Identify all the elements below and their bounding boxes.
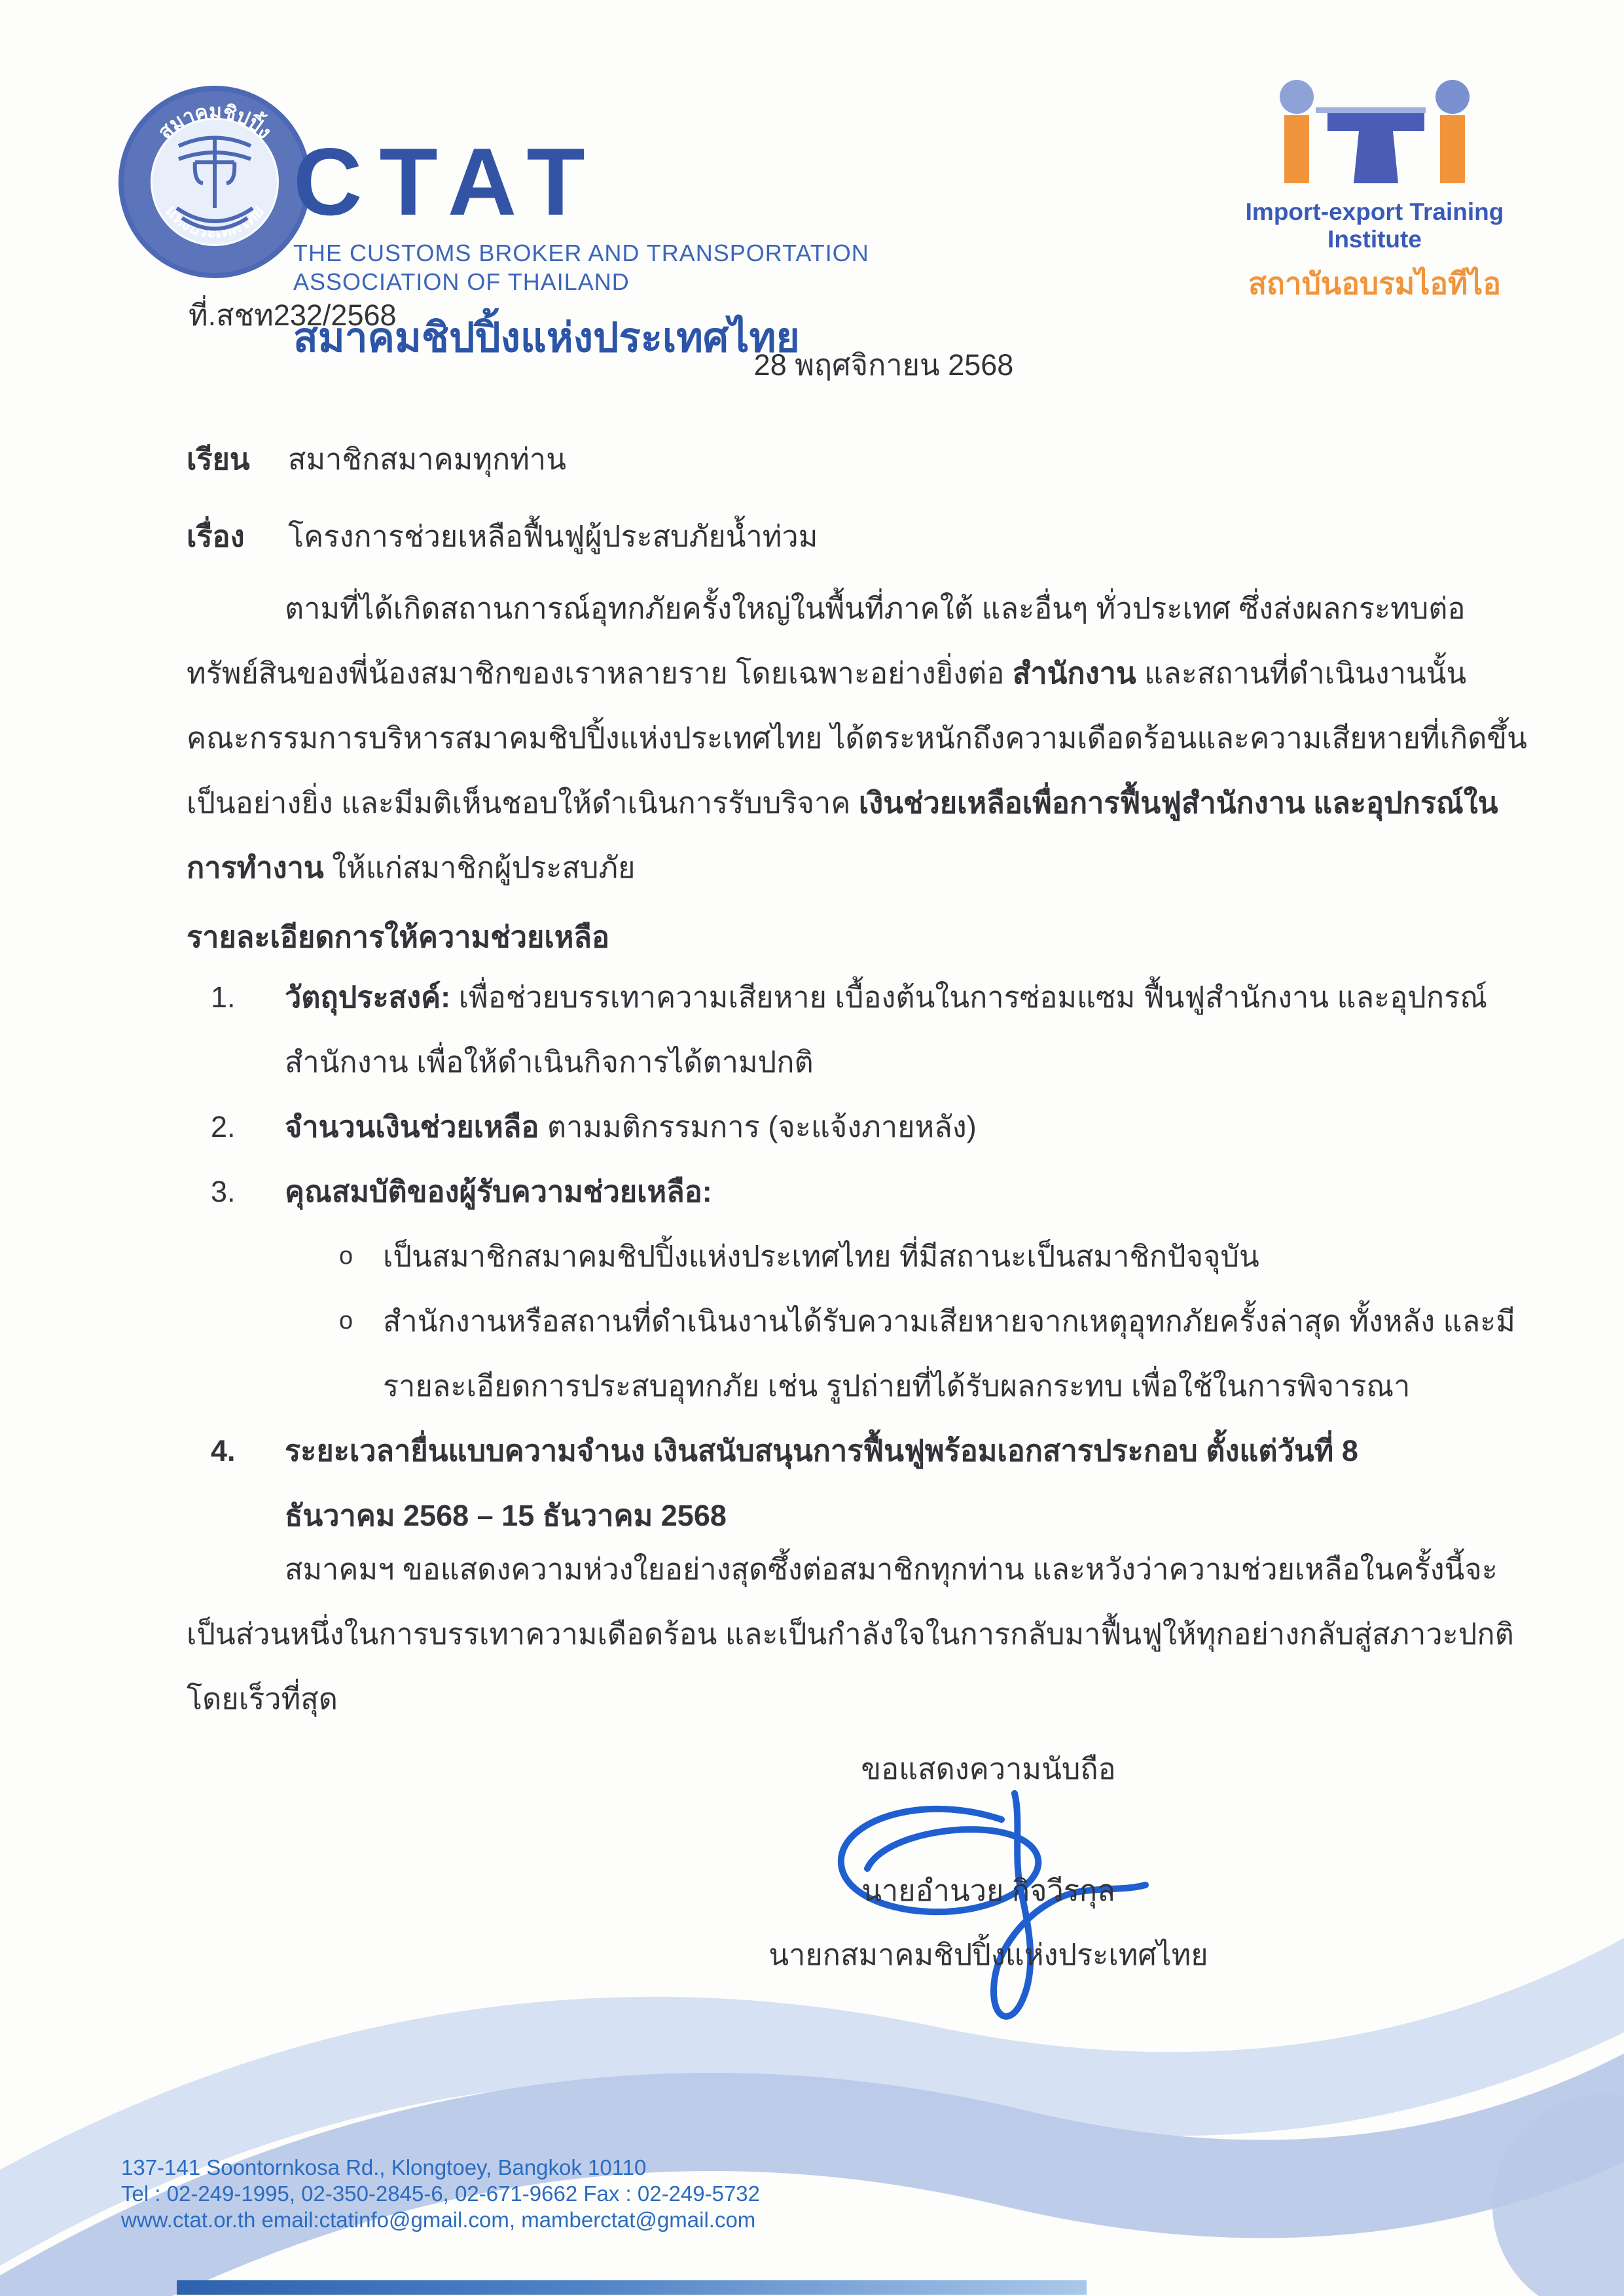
item-3-bullet-2-line2: รายละเอียดการประสบอุทกภัย เช่น รูปถ่ายที่ได้รับผลกระทบ เพื่อใช้ในการพิจารณา — [383, 1369, 1411, 1403]
ctat-thai-name: สมาคมชิปปิ้งแห่งประเทศไทย — [293, 315, 800, 361]
closing-line2: เป็นส่วนหนึ่งในการบรรเทาความเดือดร้อน และเป็นกำลังใจในการกลับมาฟื้นฟูให้ทุกอย่างกลับสู่สภาวะปกติ — [187, 1617, 1514, 1651]
seal-bottom-text: แห่งประเทศไทย — [161, 201, 268, 242]
to-line — [187, 427, 566, 492]
signatory-title: นายกสมาคมชิปปิ้งแห่งประเทศไทย — [768, 1938, 1208, 1971]
footer-address: 137-141 Soontornkosa Rd., Klongtoey, Bangkok 10110 — [121, 2155, 647, 2179]
iti-thai-name: สถาบันอบรมไอทีไอ — [1248, 266, 1502, 300]
bullet-marker: o — [339, 1307, 353, 1335]
closing-line3: โดยเร็วที่สุด — [187, 1682, 338, 1715]
details-list — [187, 965, 1515, 1548]
to-label: เรียน — [187, 442, 250, 476]
ctat-eng-line1: THE CUSTOMS BROKER AND TRANSPORTATION — [293, 240, 869, 266]
ctat-eng-line2: ASSOCIATION OF THAILAND — [293, 268, 630, 295]
to-value: สมาชิกสมาคมทุกท่าน — [288, 442, 566, 476]
subject-line — [187, 504, 818, 569]
item-1-line2: สำนักงาน เพื่อให้ดำเนินกิจการได้ตามปกติ — [285, 1045, 814, 1079]
letter-date: 28 พฤศจิกายน 2568 — [753, 348, 1014, 382]
item-3-bullet-1: o เป็นสมาชิกสมาคมชิปปิ้งแห่งประเทศไทย ที่มีสถานะเป็นสมาชิกปัจจุบัน — [187, 1224, 1515, 1289]
paragraph-1 — [187, 576, 1527, 900]
seal-top-text: สมาคมชิปปิ้ง — [154, 100, 276, 143]
footer-phone: Tel : 02-249-1995, 02-350-2845-6, 02-671-9662 Fax : 02-249-5732 — [121, 2181, 761, 2206]
closing-line1: สมาคมฯ ขอแสดงความห่วงใยอย่างสุดซึ้งต่อสมาชิกทุกท่าน และหวังว่าความช่วยเหลือในครั้งนี้จะ — [285, 1552, 1498, 1586]
subject-value: โครงการช่วยเหลือฟื้นฟูผู้ประสบภัยน้ำท่วม — [288, 520, 818, 553]
item-4-line1: 4. ระยะเวลายื่นแบบความจำนง เงินสนับสนุนการฟื้นฟูพร้อมเอกสารประกอบ ตั้งแต่วันที่ 8 — [211, 1434, 1358, 1467]
footer-web-email: www.ctat.or.th email:ctatinfo@gmail.com, mamberctat@gmail.com — [121, 2208, 756, 2232]
iti-logo-icon — [1270, 77, 1479, 188]
p1-line2: ทรัพย์สินของพี่น้องสมาชิกของเราหลายราย โดยเฉพาะอย่างยิ่งต่อ สำนักงาน และสถานที่ดำเนินงานนั้น — [187, 656, 1467, 690]
item-3: 3. คุณสมบัติของผู้รับความช่วยเหลือ: — [211, 1175, 712, 1208]
signature-handwriting — [805, 1780, 1172, 2055]
signature-closing: ขอแสดงความนับถือ — [861, 1752, 1116, 1785]
signatory-name: นายอำนวย กิจวีรกุล — [861, 1874, 1115, 1907]
item-2: 2. จำนวนเงินช่วยเหลือ ตามมติกรรมการ (จะแจ้งภายหลัง) — [211, 1110, 977, 1143]
reference-number: ที่.สชท232/2568 — [189, 298, 397, 332]
ctat-acronym: CTAT — [293, 128, 602, 235]
ctat-seal-logo — [117, 84, 313, 283]
p1-line5: การทำงาน ให้แก่สมาชิกผู้ประสบภัย — [187, 851, 636, 884]
p1-line4: เป็นอย่างยิ่ง และมีมติเห็นชอบให้ดำเนินการรับบริจาค เงินช่วยเหลือเพื่อการฟื้นฟูสำนักงาน และอุปกรณ์ใน — [187, 786, 1498, 819]
subject-label: เรื่อง — [187, 520, 245, 553]
details-heading: รายละเอียดการให้ความช่วยเหลือ — [187, 920, 609, 954]
iti-institute-name: Import-export Training Institute — [1245, 198, 1504, 253]
closing-paragraph — [187, 1537, 1514, 1731]
bottom-accent-bar — [177, 2280, 1087, 2295]
item-4-line2: ธันวาคม 2568 – 15 ธันวาคม 2568 — [285, 1499, 727, 1532]
bullet-marker: o — [339, 1242, 353, 1270]
p1-line1: ตามที่ได้เกิดสถานการณ์อุทกภัยครั้งใหญ่ในพื้นที่ภาคใต้ และอื่นๆ ทั่วประเทศ ซึ่งส่งผลกระทบต่อ — [285, 592, 1466, 625]
footer-contact — [121, 2155, 760, 2233]
item-1-line1: 1. วัตถุประสงค์: เพื่อช่วยบรรเทาความเสียหาย เบื้องต้นในการซ่อมแซม ฟื้นฟูสำนักงาน และอุปกรณ์ — [211, 980, 1487, 1014]
iti-logo-block — [1211, 77, 1538, 308]
p1-line3: คณะกรรมการบริหารสมาคมชิปปิ้งแห่งประเทศไทย ได้ตระหนักถึงความเดือดร้อนและความเสียหายที่เกิดขึ้น — [187, 721, 1527, 755]
item-3-bullet-2-line1: o สำนักงานหรือสถานที่ดำเนินงานได้รับความเสียหายจากเหตุอุทกภัยครั้งล่าสุด ทั้งหลัง และมี — [187, 1289, 1515, 1354]
